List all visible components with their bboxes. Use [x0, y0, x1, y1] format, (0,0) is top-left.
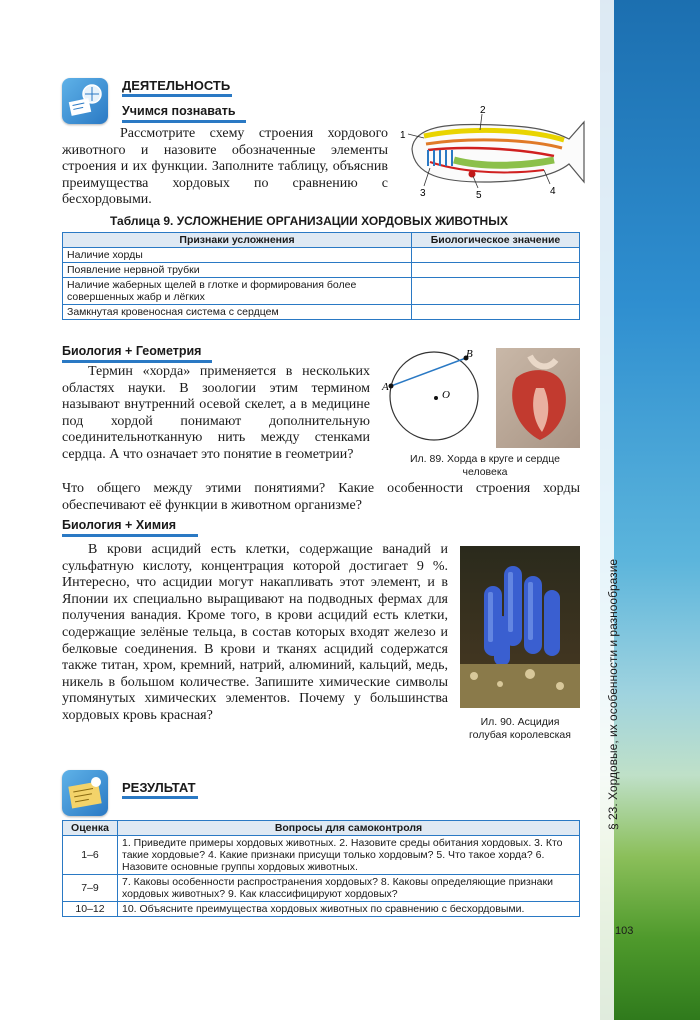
- table9: [62, 232, 580, 320]
- result-grade: 7–9: [63, 875, 118, 902]
- result-questions: 10. Объясните преимущества хордовых животных по сравнению с бесхордовыми.: [118, 902, 580, 917]
- table-row: [63, 836, 580, 875]
- result-questions: 7. Каковы особенности распространения хордовых? 8. Каковы определяющие признаки хордовых животных? 9. Как классифицируют хордовых?: [118, 875, 580, 902]
- result-header-questions: Вопросы для самоконтроля: [118, 821, 580, 836]
- point-o-label: O: [442, 389, 450, 401]
- table-row: [63, 278, 580, 305]
- figure-90-caption: Ил. 90. Асцидия голубая королевская: [469, 716, 571, 741]
- chord-circle-figure: [380, 348, 480, 456]
- table-row: [63, 902, 580, 917]
- table-row: [63, 263, 580, 278]
- table9-cell: Наличие жаберных щелей в глотке и формирования более совершенных жабр и лёгких: [63, 278, 412, 305]
- section-title: § 23. Хордовые, их особенности и разнообразие: [606, 558, 620, 830]
- activity-subtitle: Учимся познавать: [122, 104, 236, 118]
- result-title: РЕЗУЛЬТАТ: [122, 780, 196, 795]
- diagram-label-2: 2: [480, 105, 486, 116]
- table9-cell: [412, 263, 580, 278]
- table-row: [63, 875, 580, 902]
- chordate-diagram: [394, 104, 594, 199]
- table9-cell: [412, 305, 580, 320]
- geometry-title: Биология + Геометрия: [62, 344, 202, 358]
- page-sidebar: [600, 0, 700, 1020]
- table9-cell: Наличие хорды: [63, 248, 412, 263]
- diagram-label-3: 3: [420, 188, 426, 199]
- sidebar-band: [600, 0, 614, 1020]
- activity-title: ДЕЯТЕЛЬНОСТЬ: [122, 78, 231, 93]
- chemistry-title: Биология + Химия: [62, 518, 177, 532]
- diagram-label-4: 4: [550, 186, 556, 197]
- result-table: [62, 820, 580, 917]
- page-number: 103: [615, 925, 634, 937]
- geometry-title-underline: [62, 360, 212, 363]
- activity-title-underline: [122, 94, 232, 97]
- geometry-text-1: Термин «хорда» применяется в нескольких областях науки. В зоологии этим термином называют внутренний осевой скелет, а в медицине под хордой понимают дополнительную соединительнотканную нить между стенками сердца. А что означает это понятие в геометрии?: [62, 364, 370, 462]
- heart-image: [496, 348, 580, 448]
- table9-title: Таблица 9. УСЛОЖНЕНИЕ ОРГАНИЗАЦИИ ХОРДОВЫХ ЖИВОТНЫХ: [110, 214, 508, 228]
- activity-icon: [62, 78, 108, 124]
- result-grade: 10–12: [63, 902, 118, 917]
- table9-cell: Замкнутая кровеносная система с сердцем: [63, 305, 412, 320]
- activity-text: Рассмотрите схему строения хордового животного и назовите обозначенные элементы строения и их функции. Заполните таблицу, объяснив преимущества хордовых по сравнению с бесхордовыми.: [62, 126, 388, 208]
- figure-89-caption: Ил. 89. Хорда в круге и сердце человека: [410, 453, 560, 478]
- result-title-underline: [122, 796, 198, 799]
- point-a-label: A: [382, 381, 389, 393]
- diagram-label-5: 5: [476, 190, 482, 199]
- table9-header-features: Признаки усложнения: [63, 233, 412, 248]
- point-b-label: B: [466, 348, 473, 360]
- diagram-label-1: 1: [400, 130, 406, 141]
- chemistry-title-underline: [62, 534, 198, 537]
- result-icon: [62, 770, 108, 816]
- table9-cell: Появление нервной трубки: [63, 263, 412, 278]
- geometry-text-2: Что общего между этими понятиями? Какие особенности строения хорды обеспечивают её функции в животном организме?: [62, 481, 580, 513]
- table-row: [63, 305, 580, 320]
- result-questions: 1. Приведите примеры хордовых животных. 2. Назовите среды обитания хордовых. 3. Кто такие хордовые? 4. Какие признаки присущи только хордовым? 5. Что такое хорда? 6. Назовите основные группы хордовых животных.: [118, 836, 580, 875]
- table9-cell: [412, 278, 580, 305]
- result-grade: 1–6: [63, 836, 118, 875]
- table9-cell: [412, 248, 580, 263]
- chemistry-text: В крови асцидий есть клетки, содержащие ванадий и сульфатную кислоту, концентрация которой достигает 9 %. Интересно, что асцидии могут накапливать этот элемент, и в Японии их специально выращивают на подводных фермах для получения ванадия. Кроме того, в крови асцидий есть клетки, содержащие зелёные тельца, в состав которых входят железо и белковые соединения. В крови и тканях асцидий содержатся также титан, хром, кремний, натрий, алюминий, кальций, медь, никель в большом количестве. Запишите химические символы упомянутых химических элементов. Почему у большинства хордовых кровь красная?: [62, 542, 448, 723]
- result-header-grade: Оценка: [63, 821, 118, 836]
- ascidian-image: [460, 546, 580, 708]
- table-row: [63, 248, 580, 263]
- table9-header-meaning: Биологическое значение: [412, 233, 580, 248]
- activity-subtitle-underline: [122, 120, 246, 123]
